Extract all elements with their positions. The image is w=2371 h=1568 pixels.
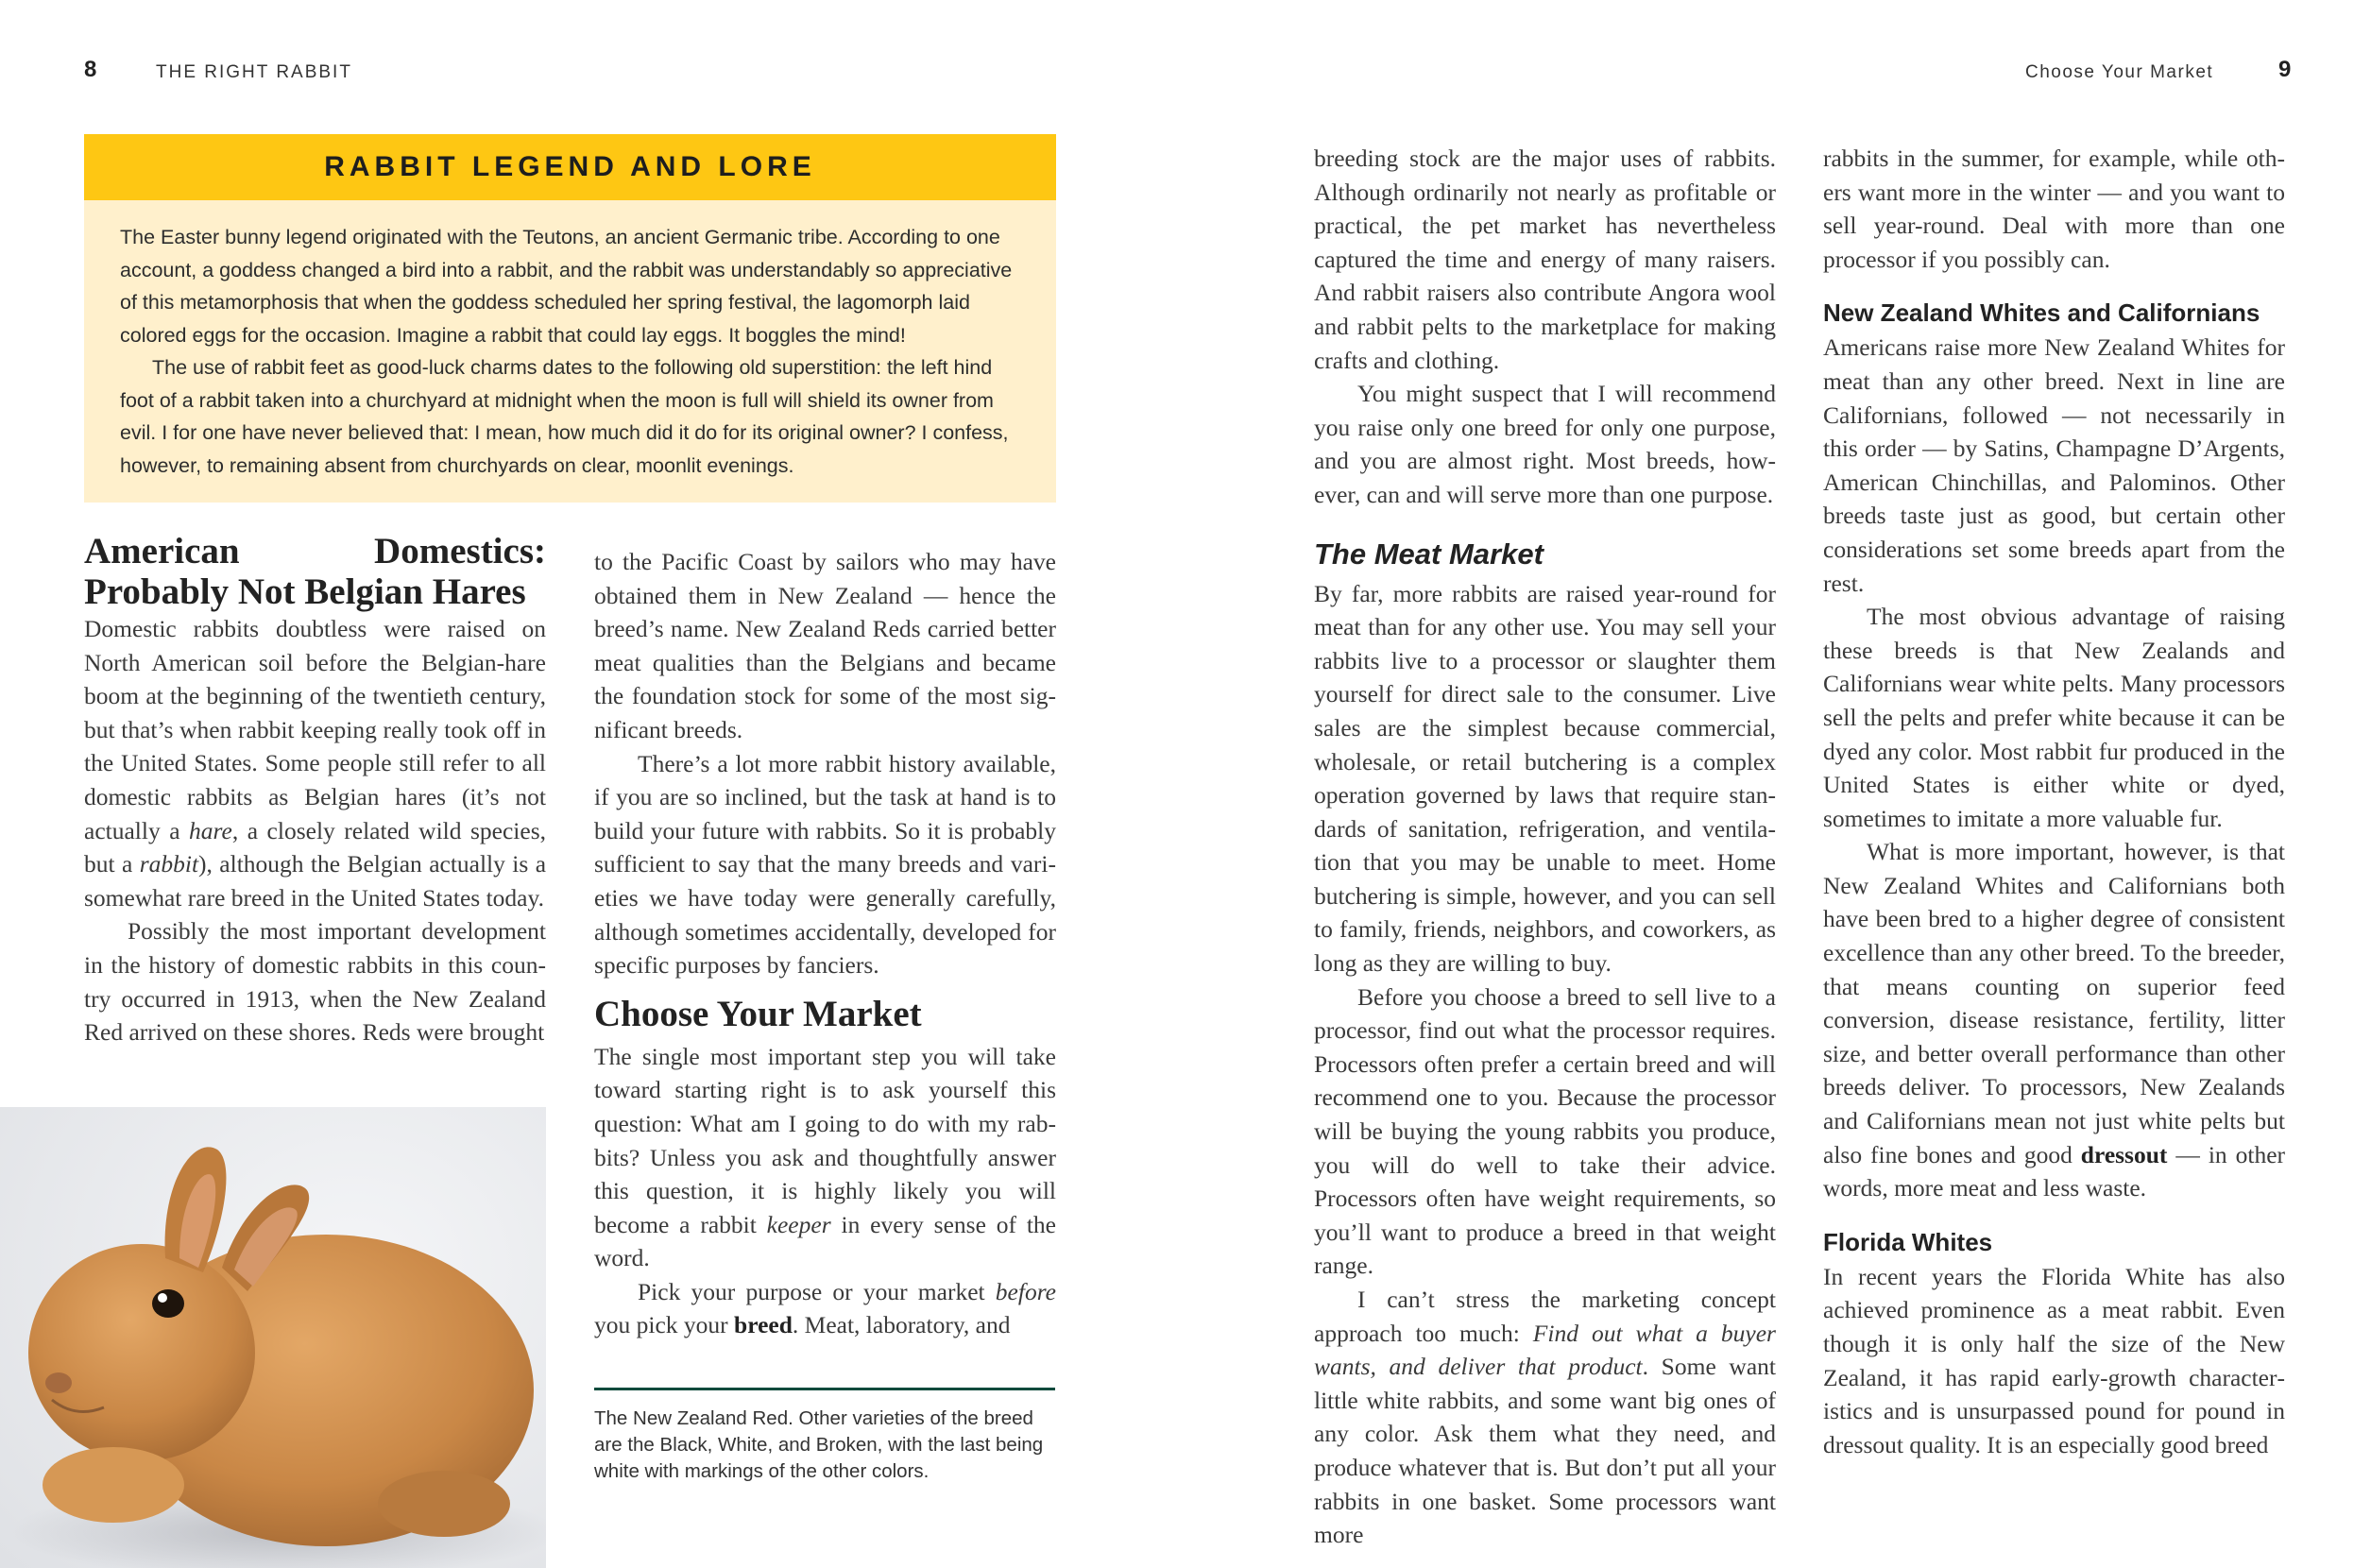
paragraph: Pick your purpose or your market before you pick your breed. Meat, laboratory, and: [594, 1277, 1056, 1339]
sidebar-paragraph: The Easter bunny legend originated with the Teutons, an ancient Germanic tribe. According to one account, a goddess changed a bird into a rabbit, and the rabbit was understandably so appreciative of this metamorphosis that when the goddess scheduled her spring festival, the lagomorph laid colored eggs for the occasion. Imagine a rabbit that could lay eggs. It boggles the mind!: [120, 226, 1013, 347]
paragraph: rabbits in the summer, for example, while others want more in the winter — and you want to sell year-round. Deal with more than one processor if you possibly can.: [1823, 145, 2285, 273]
sidebar-box: [84, 200, 1056, 503]
paragraph: The single most important step you will take toward starting right is to ask yourself this question: What am I going to do with my rabbits? Unless you ask and thoughtfully answer this question, it is highly likely you will become a rabbit keeper in every sense of the word.: [594, 1042, 1057, 1272]
sidebar-title: RABBIT LEGEND AND LORE: [84, 134, 1056, 200]
sidebar-paragraph: The use of rabbit feet as good-luck charms dates to the following old superstition: the left hind foot of a rabbit taken into a churchyard at midnight when the moon is full will shield its owner from evil. I for one have never believed that: I mean, how much did it do for its original owner? I confess, however, to remaining absent from churchyards on clear, moonlit evenings.: [120, 356, 1009, 477]
text-column-4: [1823, 142, 2285, 1461]
paragraph: By far, more rabbits are raised year-round for meat than for any other use. You may sell your rabbits live to a processor or slaughter them yourself for direct sale to the consumer. Live sales are the simplest because commercial, wholesale, or retail butchering is a complex operation governed by laws that require standards of sanitation, refrigeration, and ventilation that you may be unable to meet. Home butchering is simple, however, and you can sell to family, friends, neighbors, and coworkers, as long as they are willing to buy.: [1314, 579, 1776, 978]
paragraph: You might suspect that I will recommend you raise only one breed for only one purpose, and you are almost right. Most breeds, however, can and will serve more than one purpose.: [1314, 380, 1776, 508]
paragraph: Possibly the most important development in the history of domestic rabbits in this country occurred in 1913, when the New Zealand Red arrived on these shores. Reds were brought: [84, 917, 546, 1047]
text-column-1: [84, 531, 546, 1049]
paragraph: Before you choose a breed to sell live to a processor, find out what the processor requires. Processors often prefer a certain breed and will recommend one to you. Because the processor will be buying the young rabbits you produce, you will do well to take their advice. Processors often have weight requirements, so you’ll want to produce a breed in that weight range.: [1314, 982, 1776, 1280]
paragraph: breeding stock are the major uses of rabbits. Although ordinarily not nearly as profitable or practical, the pet market has nevertheless captured the time and energy of many raisers. And rabbit raisers also contribute Angora wool and rabbit pelts to the marketplace for making crafts and clothing.: [1314, 145, 1776, 374]
paragraph: Domestic rabbits doubtless were raised on North American soil before the Belgian-hare boom at the beginning of the twentieth century, but that’s when rabbit keeping really took off in the United States. Some people still refer to all domestic rabbits as Belgian hares (it’s not actually a hare, a closely related wild species, but a rabbit), although the Belgian actually is a somewhat rare breed in the United States today.: [84, 615, 547, 912]
paragraph: There’s a lot more rabbit history available, if you are so inclined, but the task at hand is to build your future with rabbits. So it is probably sufficient to say that the many breeds and varieties we have today were generally carefully, although sometimes accidentally, developed for specific purposes by fanciers.: [594, 749, 1056, 980]
text-column-2: [594, 545, 1056, 1342]
paragraph: In recent years the Florida White has also achieved prominence as a meat rabbit. Even though it is only half the size of the New Zealand, it has rapid early-growth characteristics and is unsurpassed pound for pound in dressout quality. It is an especially good breed: [1823, 1262, 2285, 1458]
paragraph: Americans raise more New Zealand Whites for meat than any other breed. Next in line are Californians, followed — not necessarily in this order — by Satins, Champagne D’Argents, American Chinchillas, and Palominos. Other breeds taste just as good, but certain other considerations set some breeds apart from the rest.: [1823, 333, 2285, 597]
section-heading: The Meat Market: [1314, 537, 1544, 571]
paragraph: The most obvious advantage of raising these breeds is that New Zealands and Californians wear white pelts. Many processors sell the pelts and prefer white because it can be dyed any color. Most rabbit fur produced in the United States is either white or dyed, sometimes to imitate a more valuable fur.: [1823, 603, 2285, 832]
section-heading: American Domestics: Probably Not Belgian Hares: [84, 531, 546, 612]
running-head: Choose Your Market: [2025, 62, 2214, 82]
caption-rule: [594, 1388, 1055, 1390]
rabbit-photo: [0, 1107, 546, 1568]
page-number: 8: [84, 57, 97, 82]
text-column-3: [1314, 142, 1776, 1552]
section-heading: Florida Whites: [1823, 1227, 1993, 1256]
section-heading: New Zealand Whites and Californians: [1823, 298, 2260, 328]
section-heading: Choose Your Market: [594, 993, 922, 1034]
paragraph: What is more important, however, is that New Zealand Whites and Californians both have been bred to a higher degree of consistent excellence than any other breed. To the breeder, that means counting on superior feed conversion, disease resistance, fertility, litter size, and better overall performance than other breeds deliver. To processors, New Zealands and Californians mean not just white pelts but also fine bones and good dressout — in other words, more meat and less waste.: [1823, 838, 2285, 1202]
running-head: THE RIGHT RABBIT: [156, 62, 352, 82]
photo-caption: The New Zealand Red. Other varieties of the breed are the Black, White, and Broken, with the last being white with markings of the other colors.: [594, 1407, 1044, 1482]
rabbit-illustration: [0, 1107, 546, 1568]
page-number: 9: [2278, 57, 2292, 82]
paragraph: I can’t stress the marketing concept approach too much: Find out what a buyer wants, and deliver that product. Some want little white rabbits, and some want big ones of any color. Ask them what they need, and produce whatever that is. But don’t put all your rabbits in one basket. Some processors want more: [1314, 1286, 1776, 1549]
paragraph: to the Pacific Coast by sailors who may have obtained them in New Zealand — hence the breed’s name. New Zealand Reds carried better meat qualities than the Belgians and became the foundation stock for some of the most significant breeds.: [594, 548, 1056, 743]
right-page: [1186, 0, 2371, 1568]
